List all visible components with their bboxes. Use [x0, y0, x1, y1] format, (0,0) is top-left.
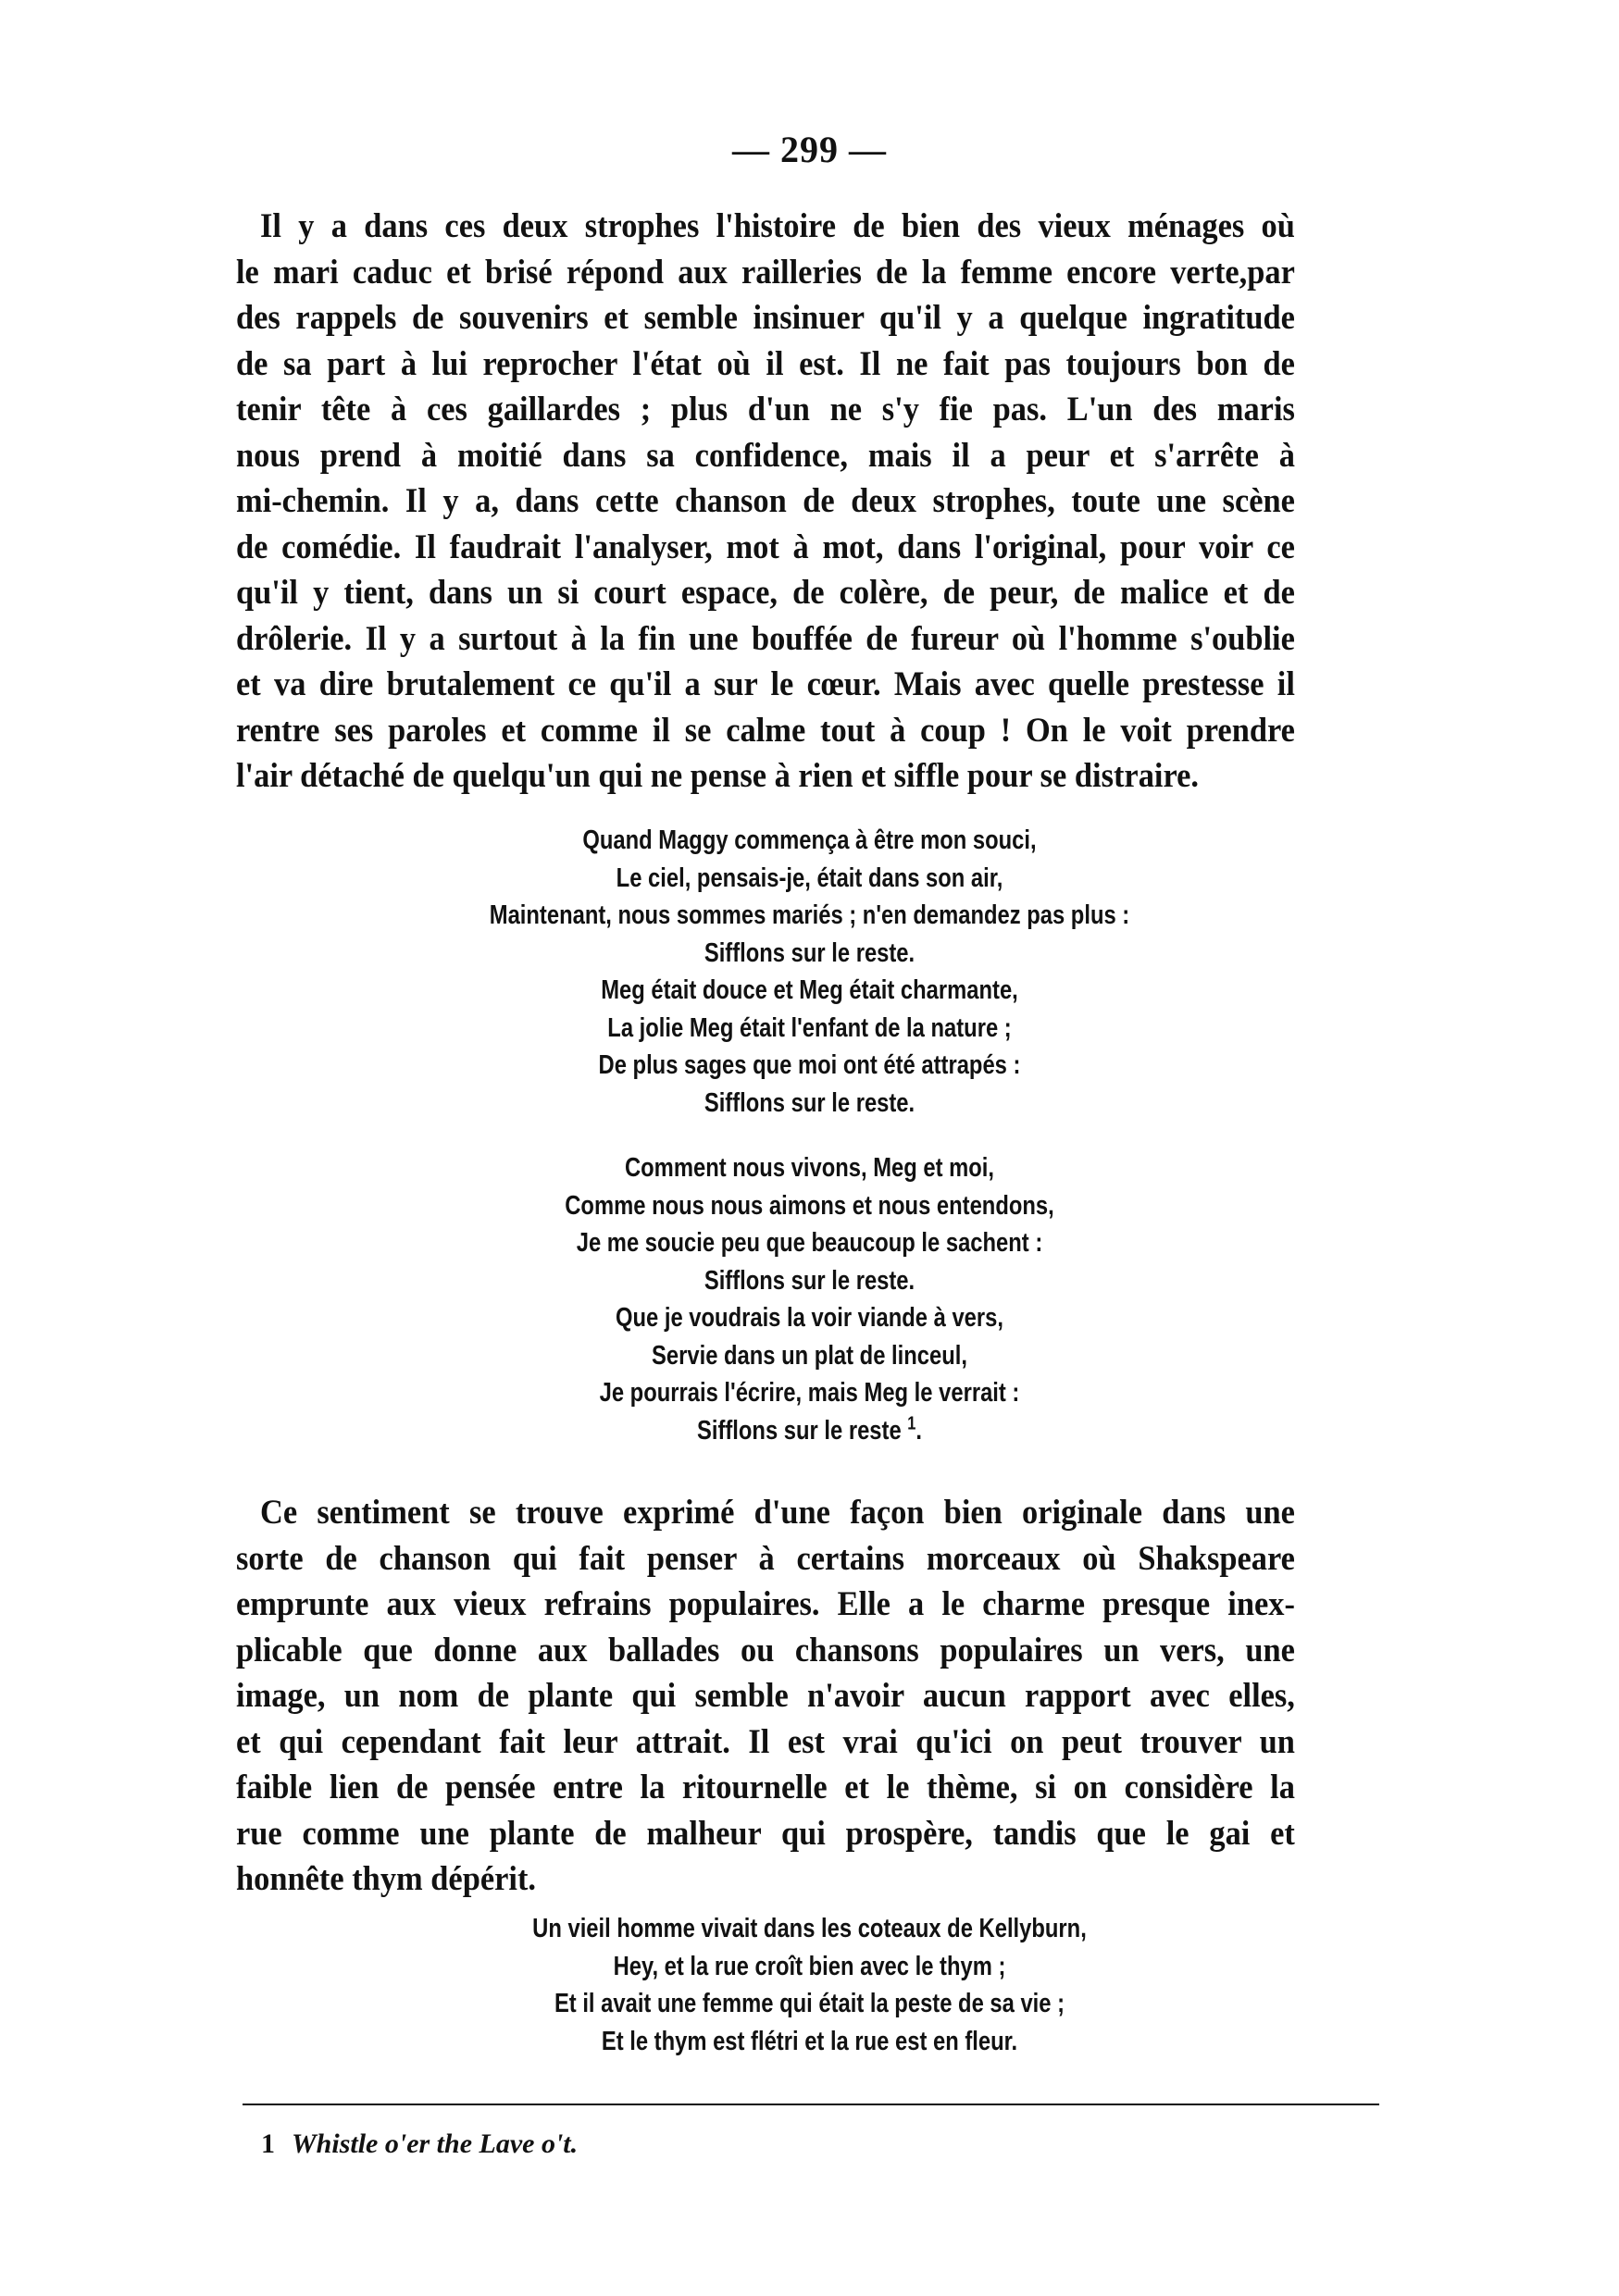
verse-line: Le ciel, pensais-je, était dans son air, [616, 863, 1003, 893]
verse-line: Et le thym est flétri et la rue est en fleur. [601, 2026, 1018, 2056]
paragraph-line: rentre ses paroles et comme il se calme tout à coup ! On le voit prendre [236, 711, 1295, 750]
verse-line: Comment nous vivons, Meg et moi, [624, 1153, 995, 1183]
paragraph-line: nous prend à moitié dans sa confidence, mais il a peur et s'arrête à [236, 436, 1295, 475]
verse-line-with-footnote: Sifflons sur le reste $^1$. [696, 1412, 923, 1446]
verse-line: Sifflons sur le reste. [704, 1087, 915, 1118]
verse-line: Je me soucie peu que beaucoup le sachent : [576, 1228, 1043, 1258]
paragraph-line: et qui cependant fait leur attrait. Il est vrai qu'ici on peut trouver un [236, 1722, 1295, 1761]
verse-line-text: Sifflons sur le reste [696, 1415, 902, 1446]
verse-line: Et il avait une femme qui était la peste de sa vie ; [554, 1989, 1065, 2018]
verse-line: Comme nous nous aimons et nous entendons, [565, 1190, 1054, 1221]
poem-stanza-3 [0, 1910, 1619, 2060]
paragraph-line: image, un nom de plante qui semble n'avoir aucun rapport avec elles, [236, 1677, 1295, 1715]
footnote-divider [243, 2104, 1379, 2105]
paragraph-line: le mari caduc et brisé répond aux railleries de la femme encore verte,par [236, 253, 1295, 292]
footnote [261, 2128, 578, 2160]
verse-line: Un vieil homme vivait dans les coteaux de Kellyburn, [532, 1914, 1087, 1943]
paragraph-line: des rappels de souvenirs et semble insinuer qu'il y a quelque ingratitude [236, 299, 1295, 337]
verse-line: Meg était douce et Meg était charmante, [601, 975, 1018, 1005]
verse-line: Sifflons sur le reste. [704, 937, 915, 968]
paragraph-line: mi-chemin. Il y a, dans cette chanson de deux strophes, toute une scène [236, 482, 1295, 520]
paragraph-line: Ce sentiment se trouve exprimé d'une façon bien originale dans une [260, 1494, 1295, 1532]
verse-line: Hey, et la rue croît bien avec le thym ; [613, 1951, 1006, 1981]
footnote-mark: 1 [261, 2128, 275, 2159]
verse-line: Je pourrais l'écrire, mais Meg le verrait : [599, 1378, 1020, 1408]
verse-line: De plus sages que moi ont été attrapés : [598, 1050, 1021, 1080]
footnote-reference: 1 [907, 1412, 916, 1433]
verse-line: Sifflons sur le reste. [704, 1265, 915, 1296]
verse-line: Maintenant, nous sommes mariés ; n'en demandez pas plus : [489, 900, 1130, 930]
paragraph-line: tenir tête à ces gaillardes ; plus d'un ne s'y fie pas. L'un des maris [236, 391, 1295, 428]
paragraph-line: plicable que donne aux ballades ou chansons populaires un vers, une [236, 1631, 1295, 1669]
poem-stanza-1 [0, 822, 1619, 1122]
verse-line: Que je voudrais la voir viande à vers, [616, 1303, 1003, 1333]
paragraph-line: de comédie. Il faudrait l'analyser, mot à mot, dans l'original, pour voir ce [236, 527, 1295, 566]
paragraph-line: sorte de chanson qui fait penser à certains morceaux où Shakspeare [236, 1539, 1295, 1578]
page-number: — 299 — [732, 129, 887, 170]
paragraph-line: rue comme une plante de malheur qui prospère, tandis que le gai et [236, 1814, 1295, 1853]
paragraph-line: faible lien de pensée entre la ritournelle et le thème, si on considère la [236, 1769, 1295, 1806]
footnote-text: Whistle o'er the Lave o't. [292, 2128, 579, 2159]
paragraph-line: de sa part à lui reprocher l'état où il est. Il ne fait pas toujours bon de [236, 344, 1295, 383]
paragraph-line: emprunte aux vieux refrains populaires. Elle a le charme presque inex- [236, 1585, 1295, 1623]
verse-line: La jolie Meg était l'enfant de la nature ; [607, 1012, 1012, 1043]
verse-line: Servie dans un plat de linceul, [652, 1340, 967, 1371]
paragraph-line: l'air détaché de quelqu'un qui ne pense à rien et siffle pour se distraire. [236, 757, 1200, 795]
paragraph-line: et va dire brutalement ce qu'il a sur le cœur. Mais avec quelle prestesse il [236, 665, 1295, 703]
poem-stanza-2 [0, 1149, 1619, 1449]
paragraph-line: Il y a dans ces deux strophes l'histoire de bien des vieux ménages où [260, 207, 1295, 245]
paragraph-1 [236, 204, 1295, 800]
paragraph-2 [236, 1490, 1295, 1903]
paragraph-line: drôlerie. Il y a surtout à la fin une bouffée de fureur où l'homme s'oublie [236, 619, 1295, 658]
verse-line: Quand Maggy commença à être mon souci, [582, 825, 1037, 855]
paragraph-line: qu'il y tient, dans un si court espace, de colère, de peur, de malice et de [236, 574, 1295, 612]
paragraph-line: honnête thym dépérit. [236, 1860, 537, 1898]
